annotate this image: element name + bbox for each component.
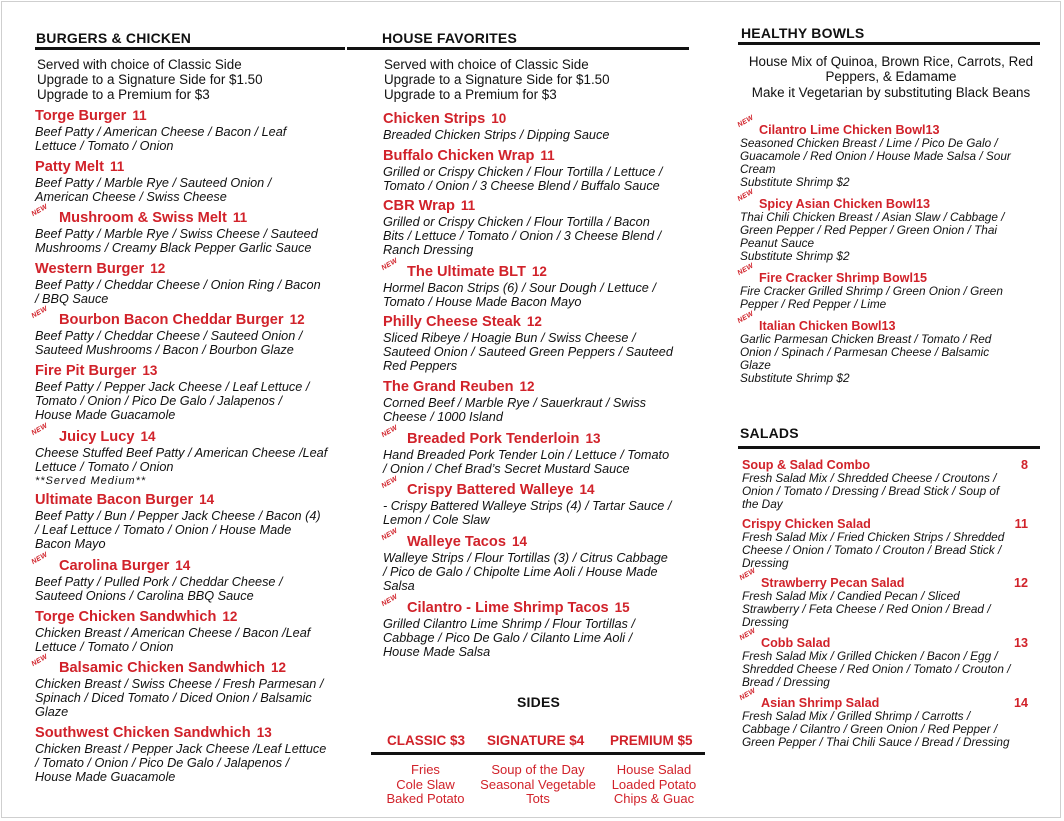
item-price: 14	[199, 492, 215, 507]
item-name-text: Buffalo Chicken Wrap	[383, 148, 535, 164]
new-badge: NEW	[736, 262, 755, 277]
house-favorites-intro	[384, 57, 694, 102]
intro-line: Upgrade to a Premium for $3	[384, 87, 557, 102]
description-line: Chicken Breast / American Cheese / Bacon /Leaf	[35, 626, 311, 640]
description-line: Lettuce / Tomato / Onion	[35, 460, 174, 474]
description-line: Strawberry / Feta Cheese / Red Onion / Bread /	[742, 602, 991, 616]
description-line: Dressing	[742, 615, 789, 629]
item-name-text: Torge Chicken Sandwhich	[35, 609, 217, 625]
menu-item	[736, 188, 1042, 263]
description-line: Thai Chili Chicken Breast / Asian Slaw / Cabbage /	[740, 210, 1005, 224]
menu-item	[380, 475, 693, 527]
new-badge: NEW	[30, 653, 49, 668]
description-line: Sauteed Mushrooms / Bacon / Bourbon Glaze	[35, 343, 294, 357]
item-price: 13	[142, 363, 158, 378]
new-badge: NEW	[30, 422, 49, 437]
menu-item	[30, 653, 345, 719]
description-line: Cabbage / Pico De Galo / Cilanto Lime Aoli /	[383, 631, 633, 645]
menu-item	[30, 422, 345, 488]
description-line: Lettuce / Tomato / Onion	[35, 640, 174, 654]
menu-item-description	[35, 380, 345, 422]
side-item: Baked Potato	[386, 791, 465, 806]
intro-line: Make it Vegetarian by substituting Black Beans	[751, 85, 1031, 100]
item-price: 14	[511, 534, 527, 549]
item-price: 11	[460, 198, 476, 213]
healthy-bowls-rule	[738, 42, 1040, 45]
menu-item-name	[383, 197, 693, 215]
menu-item	[35, 491, 345, 551]
item-name-text: The Grand Reuben	[383, 379, 514, 395]
item-name-text: Walleye Tacos	[407, 534, 506, 550]
menu-item-description	[35, 176, 345, 204]
description-line: Shredded Cheese / Red Onion / Tomato / Crouton /	[742, 662, 1011, 676]
sides-signature-list	[478, 763, 598, 807]
item-name-text: Fire Pit Burger	[35, 363, 137, 379]
new-badge: NEW	[738, 567, 757, 582]
menu-item	[380, 527, 693, 593]
item-price: 14	[140, 429, 156, 444]
menu-item	[383, 378, 693, 424]
menu-item	[35, 107, 345, 153]
new-badge: NEW	[736, 114, 755, 129]
item-price: 12	[1013, 576, 1028, 590]
item-name-text: Cilantro Lime Chicken Bowl	[759, 123, 926, 137]
menu-item-name	[35, 209, 345, 227]
description-line: Cheese Stuffed Beef Patty / American Cheese /Leaf	[35, 446, 328, 460]
menu-item-description	[742, 472, 1028, 511]
description-line: Grilled Cilantro Lime Shrimp / Flour Tortillas /	[383, 617, 635, 631]
description-line: Substitute Shrimp $2	[740, 371, 850, 385]
menu-item-name	[740, 123, 1042, 137]
item-name-text: Carolina Burger	[59, 558, 170, 574]
description-line: House Made Guacamole	[35, 408, 176, 422]
sides-premium-list	[601, 763, 707, 807]
item-name-text: The Ultimate BLT	[407, 264, 526, 280]
item-name-text: Mushroom & Swiss Melt	[59, 210, 227, 226]
item-price: 10	[491, 111, 507, 126]
item-price: 13	[881, 319, 896, 333]
description-line: Cheese / 1000 Island	[383, 410, 503, 424]
description-line: Onion / Spinach / Parmesan Cheese / Balsamic	[740, 345, 990, 359]
menu-item	[35, 158, 345, 204]
description-line: Seasoned Chicken Breast / Lime / Pico De Galo /	[740, 136, 998, 150]
menu-item-name	[740, 319, 1042, 333]
description-line: Onion / Tomato / Dressing / Bread Stick / Soup of	[742, 484, 1000, 498]
item-price: 14	[579, 482, 595, 497]
description-line: Fresh Salad Mix / Grilled Shrimp / Carrotts /	[742, 709, 971, 723]
menu-item-description	[740, 285, 1042, 311]
menu-item-description	[383, 551, 693, 593]
description-line: / Pico de Galo / Chipolte Lime Aoli / House Made	[383, 565, 658, 579]
item-name-text: Spicy Asian Chicken Bowl	[759, 197, 916, 211]
item-price: 15	[614, 600, 630, 615]
menu-item-name	[35, 107, 345, 125]
menu-item-description	[35, 125, 345, 153]
description-line: Fresh Salad Mix / Fried Chicken Strips / Shredded	[742, 530, 1005, 544]
menu-item-description	[742, 710, 1028, 749]
description-line: Sauteed Onions / Carolina BBQ Sauce	[35, 589, 254, 603]
house-favorites-rule	[347, 47, 689, 50]
description-line: Lemon / Cole Slaw	[383, 513, 490, 527]
description-line: Salsa	[383, 579, 415, 593]
description-line: Sauteed Onion / Sauteed Green Peppers / Sauteed	[383, 345, 673, 359]
menu-item	[383, 313, 693, 373]
menu-item	[738, 627, 1028, 689]
side-item: Loaded Potato	[611, 776, 697, 792]
menu-item-description	[35, 677, 345, 719]
menu-item-description	[35, 278, 345, 306]
item-price: 13	[925, 123, 940, 137]
description-line: Garlic Parmesan Chicken Breast / Tomato / Red	[740, 332, 992, 346]
item-name-text: Asian Shrimp Salad	[761, 696, 880, 710]
item-price: 11	[132, 108, 147, 123]
menu-item-name	[742, 517, 1028, 531]
description-line: Hand Breaded Pork Tender Loin / Lettuce / Tomato	[383, 448, 670, 462]
side-item: Tots	[526, 791, 550, 806]
menu-item-name	[383, 533, 693, 551]
description-line: Breaded Chicken Strips / Dipping Sauce	[383, 128, 610, 142]
description-line: Green Pepper / Red Pepper / Green Onion / Thai	[740, 223, 998, 237]
menu-item-description	[383, 396, 693, 424]
new-badge: NEW	[738, 627, 757, 642]
item-name-text: Chicken Strips	[383, 111, 486, 127]
side-item: House Salad	[616, 762, 692, 777]
menu-item-description	[383, 331, 693, 373]
menu-item	[30, 203, 345, 255]
menu-item-description	[740, 137, 1042, 189]
item-name-text: Patty Melt	[35, 159, 104, 175]
menu-item	[35, 608, 345, 654]
description-line: Fresh Salad Mix / Candied Pecan / Sliced	[742, 589, 960, 603]
menu-item-description	[35, 329, 345, 357]
menu-item	[742, 458, 1028, 511]
item-name-text: Juicy Lucy	[59, 429, 135, 445]
menu-item	[380, 424, 693, 476]
item-name-text: Southwest Chicken Sandwhich	[35, 725, 251, 741]
item-name-text: Philly Cheese Steak	[383, 314, 521, 330]
description-line: Tomato / Onion / 3 Cheese Blend / Buffalo Sauce	[383, 179, 660, 193]
description-line: Substitute Shrimp $2	[740, 249, 850, 263]
item-name-text: Fire Cracker Shrimp Bowl	[759, 271, 913, 285]
description-line: Beef Patty / Pulled Pork / Cheddar Cheese /	[35, 575, 283, 589]
description-line: Glaze	[35, 705, 69, 719]
new-badge: NEW	[380, 527, 399, 542]
menu-item-name	[742, 458, 1028, 472]
menu-item-name	[35, 608, 345, 626]
new-badge: NEW	[380, 424, 399, 439]
description-line: **Served Medium**	[35, 475, 147, 487]
menu-item	[736, 262, 1042, 311]
sides-header-classic: CLASSIC $3	[387, 733, 466, 748]
menu-item-description	[35, 742, 345, 784]
menu-item-name	[383, 430, 693, 448]
salads-rule	[738, 446, 1040, 449]
menu-item-description	[740, 211, 1042, 263]
menu-item-description	[742, 531, 1028, 570]
menu-item-description	[383, 617, 693, 659]
menu-item-description	[383, 128, 693, 142]
menu-item-description	[35, 227, 345, 255]
item-name-text: Crispy Battered Walleye	[407, 482, 574, 498]
menu-item	[736, 310, 1042, 385]
menu-item-description	[383, 448, 693, 476]
sides-title: SIDES	[517, 694, 561, 710]
menu-item-name	[740, 271, 1042, 285]
side-item: Seasonal Vegetable	[480, 776, 596, 792]
burgers-chicken-rule	[35, 47, 345, 50]
intro-line: Upgrade to a Signature Side for $1.50	[384, 72, 610, 87]
new-badge: NEW	[380, 475, 399, 490]
description-line: Tomato / House Made Bacon Mayo	[383, 295, 582, 309]
description-line: Bits / Lettuce / Tomato / Onion / 3 Cheese Blend /	[383, 229, 662, 243]
item-name-text: Western Burger	[35, 261, 145, 277]
menu-item-name	[383, 481, 693, 499]
salads-title: SALADS	[740, 425, 799, 441]
healthy-bowls-intro	[740, 54, 1042, 100]
item-name-text: Strawberry Pecan Salad	[761, 576, 905, 590]
description-line: House Made Guacamole	[35, 770, 176, 784]
description-line: Tomato / Onion / Pico De Galo / Jalapenos /	[35, 394, 283, 408]
description-line: Sliced Ribeye / Hoagie Bun / Swiss Cheese /	[383, 331, 636, 345]
item-name-text: Crispy Chicken Salad	[742, 517, 871, 531]
description-line: Beef Patty / Marble Rye / Sauteed Onion /	[35, 176, 272, 190]
item-name-text: Cilantro - Lime Shrimp Tacos	[407, 600, 609, 616]
description-line: - Crispy Battered Walleye Strips (4) / Tartar Sauce /	[383, 499, 672, 513]
menu-item-name	[35, 659, 345, 677]
description-line: Bacon Mayo	[35, 537, 106, 551]
description-line: Fresh Salad Mix / Shredded Cheese / Croutons /	[742, 471, 997, 485]
description-line: / Leaf Lettuce / Tomato / Onion / House Made	[35, 523, 292, 537]
item-price: 12	[271, 660, 287, 675]
menu-item-name	[35, 428, 345, 446]
sides-rule	[371, 752, 705, 755]
description-line: / Onion / Chef Brad’s Secret Mustard Sauce	[383, 462, 630, 476]
sides-header-premium: PREMIUM $5	[610, 733, 693, 748]
description-line: Fire Cracker Grilled Shrimp / Green Onion / Green	[740, 284, 1003, 298]
item-price: 14	[1013, 696, 1028, 710]
item-price: 11	[540, 148, 555, 163]
menu-item	[30, 305, 345, 357]
description-line: Dressing	[742, 556, 789, 570]
new-badge: NEW	[736, 188, 755, 203]
intro-line: Upgrade to a Premium for $3	[37, 87, 210, 102]
menu-item-name	[35, 491, 345, 509]
menu-item-description	[35, 626, 345, 654]
description-line: Glaze	[740, 358, 771, 372]
item-price: 12	[150, 261, 166, 276]
description-line: Beef Patty / Bun / Pepper Jack Cheese / Bacon (4)	[35, 509, 321, 523]
house-favorites-title: HOUSE FAVORITES	[382, 30, 517, 46]
side-item: Cole Slaw	[396, 776, 455, 792]
description-line: Chicken Breast / Pepper Jack Cheese /Leaf Lettuce	[35, 742, 327, 756]
description-line: Cabbage / Cilantro / Green Onion / Red Pepper /	[742, 722, 998, 736]
item-price: 12	[289, 312, 305, 327]
item-price: 11	[232, 210, 248, 225]
description-line: Lettuce / Tomato / Onion	[35, 139, 174, 153]
new-badge: NEW	[30, 551, 49, 566]
menu-item-name	[383, 110, 693, 128]
menu-item	[738, 567, 1028, 629]
description-line: Green Pepper / Thai Chili Sauce / Bread / Dressing	[742, 735, 1010, 749]
burgers-chicken-intro	[37, 57, 347, 102]
menu-item-description	[35, 446, 345, 488]
item-price: 8	[1020, 458, 1028, 472]
item-price: 12	[222, 609, 238, 624]
menu-item	[380, 593, 693, 659]
description-line: Beef Patty / American Cheese / Bacon / Leaf	[35, 125, 287, 139]
new-badge: NEW	[380, 593, 399, 608]
menu-item-description	[742, 590, 1028, 629]
new-badge: NEW	[380, 257, 399, 272]
item-price: 15	[912, 271, 927, 285]
menu-item-name	[742, 576, 1028, 590]
description-line: American Cheese / Swiss Cheese	[35, 190, 227, 204]
item-name-text: Soup & Salad Combo	[742, 458, 871, 472]
menu-item-name	[742, 696, 1028, 710]
description-line: Fresh Salad Mix / Grilled Chicken / Bacon / Egg /	[742, 649, 998, 663]
item-price: 13	[256, 725, 272, 740]
menu-item-name	[740, 197, 1042, 211]
sides-classic-list	[373, 763, 478, 807]
menu-item-description	[383, 215, 693, 257]
description-line: Hormel Bacon Strips (6) / Sour Dough / Lettuce /	[383, 281, 656, 295]
item-name-text: Bourbon Bacon Cheddar Burger	[59, 312, 284, 328]
item-name-text: Ultimate Bacon Burger	[35, 492, 194, 508]
menu-item-name	[35, 362, 345, 380]
description-line: the Day	[742, 497, 783, 511]
menu-item-description	[35, 509, 345, 551]
description-line: Red Peppers	[383, 359, 458, 373]
menu-item	[35, 724, 345, 784]
description-line: Spinach / Diced Tomato / Diced Onion / Balsamic	[35, 691, 312, 705]
menu-item-name	[35, 260, 345, 278]
menu-item-name	[383, 378, 693, 396]
description-line: Bread / Dressing	[742, 675, 830, 689]
new-badge: NEW	[736, 310, 755, 325]
description-line: House Made Salsa	[383, 645, 491, 659]
menu-item	[35, 362, 345, 422]
item-price: 14	[175, 558, 191, 573]
description-line: Walleye Strips / Flour Tortillas (3) / Citrus Cabbage	[383, 551, 668, 565]
menu-item	[383, 147, 693, 193]
description-line: Cheese / Onion / Tomato / Crouton / Bread Stick /	[742, 543, 1002, 557]
description-line: / Tomato / Onion / Pico De Galo / Jalapenos /	[35, 756, 290, 770]
healthy-bowls-title: HEALTHY BOWLS	[741, 25, 865, 41]
intro-line: Served with choice of Classic Side	[384, 57, 589, 72]
new-badge: NEW	[30, 203, 49, 218]
menu-item	[738, 687, 1028, 749]
description-line: Grilled or Crispy Chicken / Flour Tortilla / Lettuce /	[383, 165, 663, 179]
menu-item	[380, 257, 693, 309]
side-item: Fries	[411, 762, 440, 777]
menu-item-name	[742, 636, 1028, 650]
item-price: 11	[109, 159, 125, 174]
description-line: Guacamole / Red Onion / House Made Salsa / Sour	[740, 149, 1011, 163]
menu-item-name	[35, 724, 345, 742]
menu-item	[35, 260, 345, 306]
item-name-text: Breaded Pork Tenderloin	[407, 431, 580, 447]
item-name-text: Cobb Salad	[761, 636, 831, 650]
side-item: Soup of the Day	[491, 762, 585, 777]
description-line: Beef Patty / Cheddar Cheese / Onion Ring / Bacon	[35, 278, 321, 292]
item-name-text: Italian Chicken Bowl	[759, 319, 882, 333]
menu-item-description	[383, 165, 693, 193]
sides-header-signature: SIGNATURE $4	[487, 733, 585, 748]
item-price: 13	[585, 431, 601, 446]
menu-item	[30, 551, 345, 603]
menu-item-name	[383, 313, 693, 331]
menu-item	[742, 517, 1028, 570]
description-line: / BBQ Sauce	[35, 292, 109, 306]
intro-line: Served with choice of Classic Side	[37, 57, 242, 72]
item-name-text: Torge Burger	[35, 108, 127, 124]
intro-line: Peppers, & Edamame	[825, 69, 957, 84]
menu-item-name	[35, 158, 345, 176]
menu-item-description	[740, 333, 1042, 385]
item-price: 12	[519, 379, 535, 394]
burgers-chicken-title: BURGERS & CHICKEN	[36, 30, 192, 46]
menu-item	[383, 197, 693, 257]
description-line: Ranch Dressing	[383, 243, 474, 257]
description-line: Beef Patty / Pepper Jack Cheese / Leaf Lettuce /	[35, 380, 310, 394]
description-line: Corned Beef / Marble Rye / Sauerkraut / Swiss	[383, 396, 647, 410]
menu-item-description	[383, 499, 693, 527]
menu-item-description	[35, 575, 345, 603]
new-badge: NEW	[738, 687, 757, 702]
item-price: 12	[526, 314, 542, 329]
description-line: Cream	[740, 162, 776, 176]
item-price: 11	[1014, 517, 1028, 531]
description-line: Beef Patty / Marble Rye / Swiss Cheese / Sauteed	[35, 227, 318, 241]
menu-item	[383, 110, 693, 142]
menu-item-name	[35, 557, 345, 575]
menu-item-name	[35, 311, 345, 329]
description-line: Chicken Breast / Swiss Cheese / Fresh Parmesan /	[35, 677, 324, 691]
menu-item-description	[383, 281, 693, 309]
item-price: 13	[916, 197, 931, 211]
description-line: Grilled or Crispy Chicken / Flour Tortilla / Bacon	[383, 215, 650, 229]
menu-item	[736, 114, 1042, 189]
description-line: Mushrooms / Creamy Black Pepper Garlic Sauce	[35, 241, 312, 255]
description-line: Pepper / Red Pepper / Lime	[740, 297, 887, 311]
item-name-text: Balsamic Chicken Sandwhich	[59, 660, 266, 676]
item-name-text: CBR Wrap	[383, 198, 455, 214]
item-price: 13	[1013, 636, 1028, 650]
menu-item-description	[742, 650, 1028, 689]
intro-line: House Mix of Quinoa, Brown Rice, Carrots, Red	[748, 54, 1034, 69]
description-line: Substitute Shrimp $2	[740, 175, 850, 189]
menu-item-name	[383, 599, 693, 617]
side-item: Chips & Guac	[613, 791, 695, 806]
menu-item-name	[383, 263, 693, 281]
intro-line: Upgrade to a Signature Side for $1.50	[37, 72, 263, 87]
new-badge: NEW	[30, 305, 49, 320]
item-price: 12	[531, 264, 547, 279]
menu-item-name	[383, 147, 693, 165]
description-line: Beef Patty / Cheddar Cheese / Sauteed Onion /	[35, 329, 303, 343]
description-line: Peanut Sauce	[740, 236, 815, 250]
